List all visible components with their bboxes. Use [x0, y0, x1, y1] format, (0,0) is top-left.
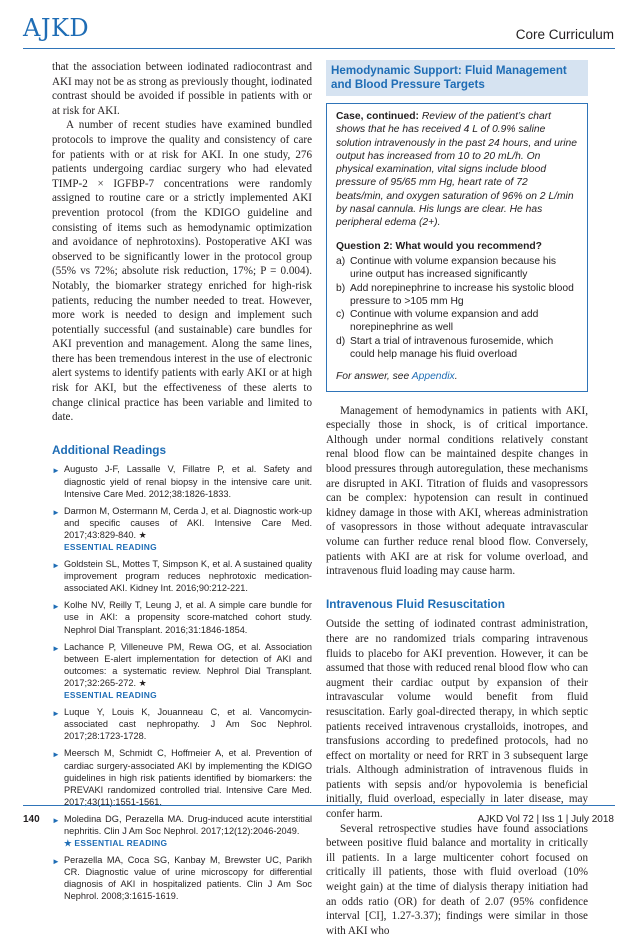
answer-option	[336, 282, 578, 309]
reading-text: Lachance P, Villeneuve PM, Rewa OG, et al. Association between E-alert implementation for detection of AKI and outcomes: a systematic review. Nephrol Dial Transplant. 2017;32:265-272. ★	[64, 641, 312, 688]
journal-citation: AJKD Vol 72 | Iss 1 | July 2018	[477, 814, 614, 825]
additional-readings-heading: Additional Readings	[52, 442, 167, 457]
body-paragraph: that the association between iodinated radiocontrast and AKI may not be as strong as previously thought, iodinated contrast should be avoided if possible in patients with or at risk for AKI.	[52, 61, 312, 117]
answer-option	[336, 335, 578, 362]
reading-text: Augusto J-F, Lassalle V, Fillatre P, et al. Safety and diagnostic yield of renal biopsy in the intensive care unit. Intensive Care Med. 2012;38:1826-1833.	[64, 464, 312, 499]
bullet-arrow-icon: ►	[52, 857, 60, 867]
option-letter: d)	[336, 335, 346, 347]
reading-item	[52, 641, 312, 701]
bullet-arrow-icon: ►	[52, 709, 60, 719]
reading-text: Perazella MA, Coca SG, Kanbay M, Brewster UC, Parikh CR. Diagnostic value of urine microscopy for differential diagnosis of AKI in hospitalized patients. Clin J Am Soc Nephrol. 2008;3:1615-1619.	[64, 855, 312, 902]
iv-fluid-heading: Intravenous Fluid Resuscitation	[326, 596, 505, 611]
option-letter: c)	[336, 309, 345, 321]
essential-reading-badge: ESSENTIAL READING	[64, 690, 157, 701]
option-text: Continue with volume expansion and add norepinephrine as well	[350, 309, 539, 334]
hemodynamic-section-heading: Hemodynamic Support: Fluid Management and Blood Pressure Targets	[326, 60, 588, 96]
bullet-arrow-icon: ►	[52, 602, 60, 612]
reading-text: Meersch M, Schmidt C, Hoffmeier A, et al. Prevention of cardiac surgery-associated AKI by implementing the KDIGO guidelines in high risk patients identified by biomarkers: the PREVAKI randomized controlled trial. Intensive Care Med. 2017;43(11):1551-1561.	[64, 748, 312, 807]
page-number: 140	[23, 814, 40, 825]
reading-item	[52, 854, 312, 902]
readings-list	[52, 463, 312, 902]
reading-text: Kolhe NV, Reilly T, Leung J, et al. A simple care bundle for use in AKI: a propensity score-matched cohort study. Nephrol Dial Transplant. 2016;31:1846-1854.	[64, 600, 312, 635]
header-rule	[23, 48, 615, 49]
case-text: Review of the patient’s chart shows that he has received 4 L of 0.9% saline solution intravenously in the past 24 hours, and urine output has increased from 10 to 20 mL/h. On physical examination, vital signs include blood pressure of 95/65 mm Hg, heart rate of 72 beats/min, and oxygen saturation of 96% on 2 L/min by nasal cannula. His lungs are clear. He has peripheral edema (2+).	[336, 111, 577, 229]
reading-item	[52, 558, 312, 594]
right-column	[326, 60, 588, 938]
bullet-arrow-icon: ►	[52, 643, 60, 653]
body-paragraph: A number of recent studies have examined bundled protocols to improve the quality and consistency of care for patients with or at risk for AKI. In one study, 276 patients undergoing cardiac surgery who had elevated TIMP-2 × IGFBP-7 concentrations were randomly assigned to routine care or a strictly implemented AKI prevention protocol (from the KDIGO guideline and consisting of items such as hemodynamic optimization and avoidance of nephrotoxins). Postoperative AKI was observed to be significantly lower in the protocol group (55% vs 72%; absolute risk reduction, 17%; P = 0.004). Notably, the biomarker strategy enriched for high-risk patients, reducing the number needed to treat. However, more work is needed to design and implement such potentially successful (and sustainable) care bundles for AKI prevention and management. Along the same lines, there has been tremendous interest in the use of electronic alert systems to identify patients with early AKI or at high risk for AKI, but the effectiveness of these alerts to change clinical practice has been variable and limited to date.	[52, 119, 312, 424]
appendix-link[interactable]: Appendix	[411, 371, 455, 383]
left-column	[52, 60, 312, 908]
body-paragraph: Management of hemodynamics in patients with AKI, especially those in shock, is of critical importance. Although under normal conditions relatively constant renal blood flow can be maintained despite changes in blood pressures through autoregulation, these mechanisms are disrupted in AKI. Titration of fluids and vasopressors can be complex: hypotension can result in continued kidney damage in those with AKI, whereas administration of vasopressors in those without adequate intravascular volume can further reduce renal blood flow. Conversely, patients with AKI are at risk for volume overload, and intravenous fluid loading may cause harm.	[326, 404, 588, 578]
bullet-arrow-icon: ►	[52, 815, 60, 825]
question-heading: Question 2: What would you recommend?	[336, 240, 542, 252]
answer-prefix: For answer, see	[336, 371, 410, 383]
reading-item	[52, 813, 312, 849]
case-label: Case, continued:	[336, 111, 419, 122]
reading-item	[52, 747, 312, 807]
bullet-arrow-icon: ►	[52, 507, 60, 517]
option-letter: b)	[336, 282, 346, 294]
answer-suffix: .	[454, 371, 458, 383]
body-paragraph: Outside the setting of iodinated contrast administration, there are no randomized trials comparing intravenous fluids to placebo for AKI prevention. However, it can be assumed that those with reduced renal blood flow who can augment their cardiac output by expansion of their intravascular volume would benefit from fluid resuscitation. Early goal-directed therapy, in which septic patients received intravenous crystalloids, inotropes, and transfusions according to predefined protocols, had no effect on mortality or need for RRT in 3 subsequent large trials. Although administration of intravenous fluids in patients with sepsis and/or hypovolemia is beneficial initially, fluid overload, especially in later disease, may confer harm.	[326, 618, 588, 821]
option-letter: a)	[336, 255, 346, 267]
bullet-arrow-icon: ►	[52, 750, 60, 760]
reading-item	[52, 505, 312, 553]
reading-text: Luque Y, Louis K, Jouanneau C, et al. Vancomycin-associated cast nephropathy. J Am Soc Nephrol. 2017;28:1723-1728.	[64, 707, 312, 742]
answer-note	[336, 370, 578, 383]
answer-option	[336, 308, 578, 335]
answer-option	[336, 255, 578, 282]
journal-logo: AJKD	[23, 14, 90, 42]
answer-options	[336, 255, 578, 361]
case-paragraph	[336, 110, 578, 230]
case-box	[326, 103, 588, 392]
essential-reading-badge: ★ ESSENTIAL READING	[64, 838, 168, 849]
reading-item	[52, 463, 312, 499]
reading-item	[52, 599, 312, 635]
section-title: Core Curriculum	[515, 27, 614, 42]
footer-rule	[23, 805, 615, 806]
option-text: Add norepinephrine to increase his systolic blood pressure to >105 mm Hg	[350, 282, 574, 307]
option-text: Continue with volume expansion because his urine output has increased significantly	[350, 255, 557, 281]
reading-text: Darmon M, Ostermann M, Cerda J, et al. Diagnostic work-up and specific causes of AKI. Intensive Care Med. 2017;43:829-840. ★	[64, 505, 312, 540]
essential-reading-badge: ESSENTIAL READING	[64, 542, 157, 552]
body-paragraph: Several retrospective studies have found associations between positive fluid balance and mortality in critically ill patients. In a large multicenter cohort focused on critically ill patients, those with fluid overload (10% weight gain) at the time of dialysis therapy initiation had an odds ratio (OR) for death of 2.07 (95% confidence interval [CI], 1.27-3.37); findings were similar in those with AKI who	[326, 822, 588, 937]
bullet-arrow-icon: ►	[52, 466, 60, 476]
reading-item	[52, 706, 312, 742]
bullet-arrow-icon: ►	[52, 561, 60, 571]
reading-text: Moledina DG, Perazella MA. Drug-induced acute interstitial nephritis. Clin J Am Soc Nephrol. 2017;12(12):2046-2049.	[64, 813, 312, 836]
reading-text: Goldstein SL, Mottes T, Simpson K, et al. A sustained quality improvement program reduces nephrotoxic medication-associated AKI. Kidney Int. 2016;90:212-221.	[64, 559, 312, 594]
option-text: Start a trial of intravenous furosemide, which could help manage his fluid overload	[350, 335, 554, 361]
